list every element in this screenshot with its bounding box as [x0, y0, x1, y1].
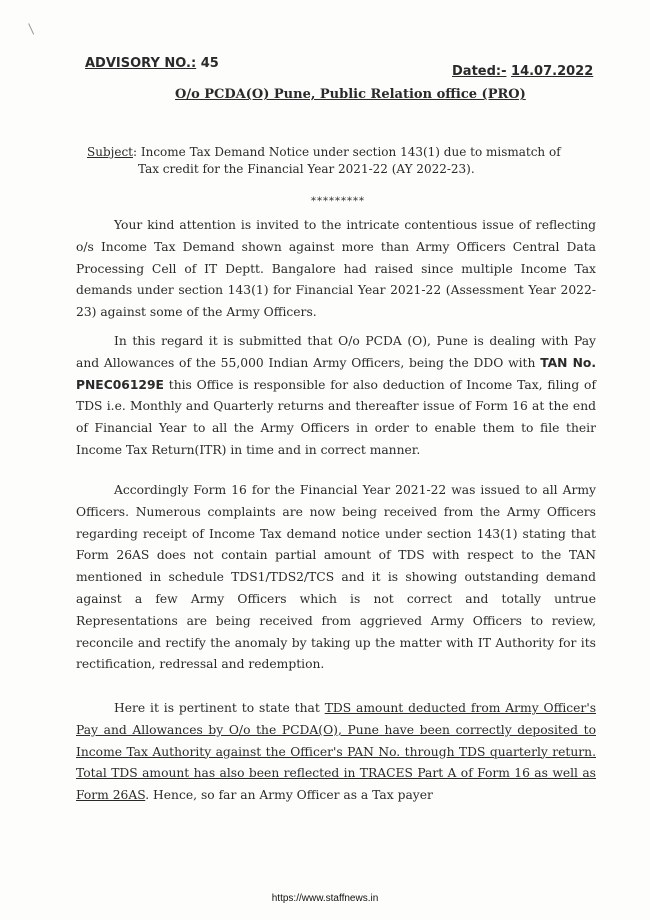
separator: *********	[311, 196, 365, 207]
dated	[452, 64, 593, 79]
dated-label: Dated:-	[452, 64, 507, 79]
paragraph-1-text: Your kind attention is invited to the intricate contentious issue of reflecting o/s Income Tax Demand shown against more than Army Officers Central Data Processing Cell of IT Deptt. Bangalore had raised since multiple Income Tax demands under section 143(1) for Financial Year 2021-22 (Assessment Year 2022-23) against some of the Army Officers.	[76, 218, 596, 320]
subject-block	[87, 144, 607, 178]
paragraph-4	[76, 698, 596, 807]
paragraph-3-text: Accordingly Form 16 for the Financial Year 2021-22 was issued to all Army Officers. Numerous complaints are now being received from the Army Officers regarding receipt of Income Tax demand notice under section 143(1) stating that Form 26AS does not contain partial amount of TDS with respect to the TAN mentioned in schedule TDS1/TDS2/TCS and it is showing outstanding demand against a few Army Officers which is not correct and totally untrue Representations are being received from aggrieved Army Officers to review, reconcile and rectify the anomaly by taking up the matter with IT Authority for its rectification, redressal and redemption.	[76, 483, 596, 672]
paragraph-4-text-b: . Hence, so far an Army Officer as a Tax payer	[145, 788, 433, 803]
advisory-label: ADVISORY NO.:	[85, 56, 197, 71]
staple-mark	[28, 17, 47, 34]
paragraph-2	[76, 331, 596, 462]
office-title: O/o PCDA(O) Pune, Public Relation office (PRO)	[175, 87, 526, 102]
subject-line-2: Tax credit for the Financial Year 2021-22 (AY 2022-23).	[138, 162, 475, 176]
paragraph-2-text-a: In this regard it is submitted that O/o PCDA (O), Pune is dealing with Pay and Allowances of the 55,000 Indian Army Officers, being the DDO with	[76, 334, 596, 370]
paragraph-2-text-b: this Office is responsible for also deduction of Income Tax, filing of TDS i.e. Monthly and Quarterly returns and thereafter issue of Form 16 at the end of Financial Year to all the Army Officers in order to enable them to file their Income Tax Return(ITR) in time and in correct manner.	[76, 377, 596, 457]
paragraph-4-underlined: TDS amount deducted from Army Officer's Pay and Allowances by O/o the PCDA(O), Pune have been correctly deposited to Income Tax Authority against the Officer's PAN No. through TDS quarterly return. Total TDS amount has also been reflected in TRACES Part A of Form 16 as well as Form 26AS	[76, 701, 597, 803]
tan-number: TAN No. PNEC06129E	[76, 355, 597, 392]
paragraph-4-text-a: Here it is pertinent to state that	[114, 701, 320, 715]
subject-label: Subject	[87, 145, 133, 159]
paragraph-3	[76, 480, 596, 676]
paragraph-1	[76, 215, 596, 324]
footer-url[interactable]: https://www.staffnews.in	[271, 893, 379, 904]
advisory-number	[85, 56, 219, 71]
advisory-value: 45	[200, 56, 219, 71]
dated-value: 14.07.2022	[511, 64, 594, 79]
subject-line-1: : Income Tax Demand Notice under section 143(1) due to mismatch of	[133, 145, 561, 159]
